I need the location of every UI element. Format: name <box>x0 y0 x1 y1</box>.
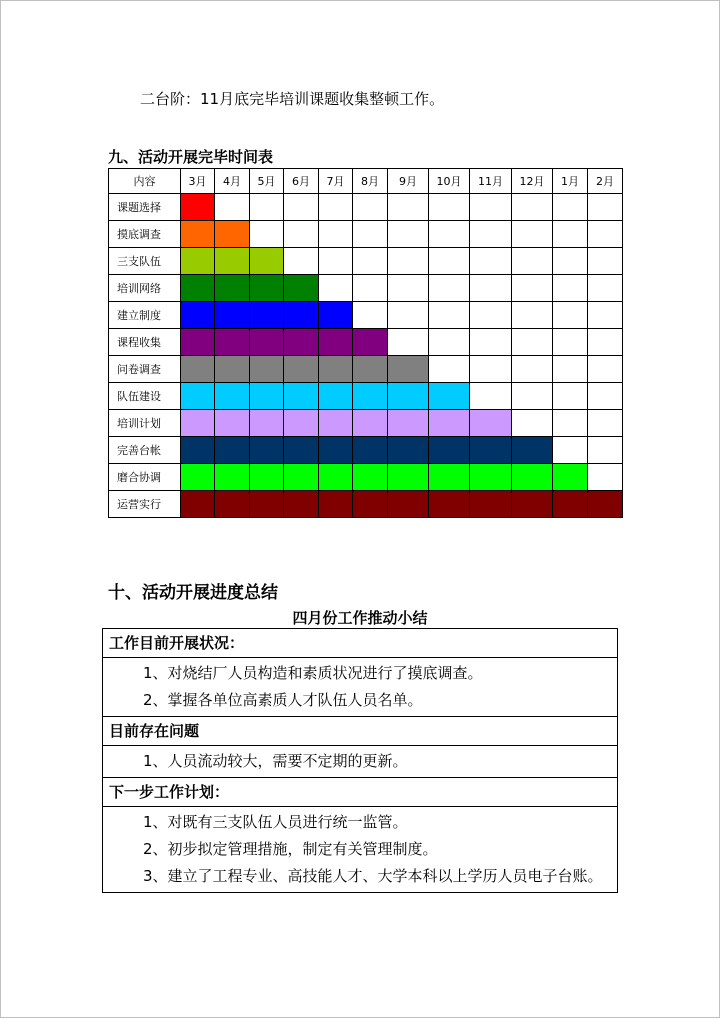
gantt-empty-cell <box>470 275 512 302</box>
gantt-empty-cell <box>512 356 553 383</box>
gantt-bar-cell <box>181 194 215 221</box>
gantt-empty-cell <box>553 248 588 275</box>
gantt-empty-cell <box>553 356 588 383</box>
gantt-bar-cell <box>319 491 353 518</box>
gantt-bar-cell <box>353 437 388 464</box>
gantt-row <box>109 491 623 518</box>
gantt-table <box>108 168 623 518</box>
gantt-empty-cell <box>319 194 353 221</box>
gantt-empty-cell <box>512 329 553 356</box>
gantt-bar-cell <box>284 329 319 356</box>
gantt-row <box>109 221 623 248</box>
gantt-bar-cell <box>470 464 512 491</box>
gantt-empty-cell <box>553 221 588 248</box>
gantt-bar-cell <box>470 437 512 464</box>
gantt-bar-cell <box>250 329 284 356</box>
gantt-bar-cell <box>319 302 353 329</box>
gantt-bar-cell <box>284 410 319 437</box>
gantt-bar-cell <box>215 329 250 356</box>
month-header: 4月 <box>215 169 250 194</box>
gantt-bar-cell <box>353 464 388 491</box>
task-label: 课题选择 <box>109 194 181 221</box>
intro-line: 二台阶：11月底完毕培训课题收集整顿工作。 <box>140 90 445 108</box>
gantt-bar-cell <box>250 302 284 329</box>
gantt-bar-cell <box>388 383 429 410</box>
gantt-bar-cell <box>215 248 250 275</box>
gantt-empty-cell <box>470 194 512 221</box>
status-item: 2、掌握各单位高素质人才队伍人员名单。 <box>143 691 423 709</box>
section9-title: 九、活动开展完毕时间表 <box>108 148 274 166</box>
gantt-empty-cell <box>388 194 429 221</box>
month-header: 12月 <box>512 169 553 194</box>
problems-heading: 目前存在问题 <box>103 717 617 746</box>
gantt-bar-cell <box>215 302 250 329</box>
gantt-bar-cell <box>181 383 215 410</box>
task-label: 磨合协调 <box>109 464 181 491</box>
month-header: 8月 <box>353 169 388 194</box>
gantt-empty-cell <box>353 275 388 302</box>
gantt-empty-cell <box>429 221 470 248</box>
gantt-bar-cell <box>181 302 215 329</box>
task-label: 培训网络 <box>109 275 181 302</box>
gantt-empty-cell <box>353 302 388 329</box>
gantt-corner-label: 内容 <box>109 169 181 194</box>
gantt-empty-cell <box>588 194 623 221</box>
status-body <box>103 658 617 717</box>
gantt-bar-cell <box>250 437 284 464</box>
gantt-empty-cell <box>512 248 553 275</box>
gantt-empty-cell <box>470 248 512 275</box>
gantt-bar-cell <box>388 356 429 383</box>
gantt-bar-cell <box>250 383 284 410</box>
gantt-bar-cell <box>250 248 284 275</box>
gantt-empty-cell <box>388 302 429 329</box>
month-header: 3月 <box>181 169 215 194</box>
gantt-empty-cell <box>588 437 623 464</box>
gantt-empty-cell <box>470 302 512 329</box>
gantt-empty-cell <box>429 194 470 221</box>
task-label: 三支队伍 <box>109 248 181 275</box>
gantt-bar-cell <box>215 383 250 410</box>
gantt-row <box>109 248 623 275</box>
gantt-row <box>109 329 623 356</box>
gantt-bar-cell <box>181 410 215 437</box>
plan-heading: 下一步工作计划： <box>103 778 617 807</box>
gantt-bar-cell <box>181 356 215 383</box>
gantt-empty-cell <box>470 356 512 383</box>
problems-body <box>103 746 617 778</box>
task-label: 队伍建设 <box>109 383 181 410</box>
gantt-bar-cell <box>319 383 353 410</box>
gantt-empty-cell <box>429 302 470 329</box>
gantt-empty-cell <box>284 248 319 275</box>
gantt-empty-cell <box>588 356 623 383</box>
gantt-bar-cell <box>512 464 553 491</box>
gantt-empty-cell <box>353 248 388 275</box>
gantt-bar-cell <box>512 491 553 518</box>
gantt-row <box>109 464 623 491</box>
gantt-empty-cell <box>353 194 388 221</box>
gantt-bar-cell <box>353 491 388 518</box>
gantt-bar-cell <box>429 491 470 518</box>
gantt-empty-cell <box>588 302 623 329</box>
gantt-bar-cell <box>429 383 470 410</box>
month-header: 10月 <box>429 169 470 194</box>
gantt-bar-cell <box>319 464 353 491</box>
gantt-row <box>109 410 623 437</box>
month-header: 5月 <box>250 169 284 194</box>
gantt-bar-cell <box>429 437 470 464</box>
gantt-bar-cell <box>388 410 429 437</box>
gantt-bar-cell <box>250 410 284 437</box>
summary-title: 四月份工作推动小结 <box>292 609 428 627</box>
month-header: 7月 <box>319 169 353 194</box>
gantt-bar-cell <box>250 356 284 383</box>
gantt-bar-cell <box>284 302 319 329</box>
gantt-bar-cell <box>215 275 250 302</box>
gantt-bar-cell <box>553 491 588 518</box>
gantt-empty-cell <box>284 194 319 221</box>
gantt-empty-cell <box>588 248 623 275</box>
gantt-bar-cell <box>470 410 512 437</box>
summary-box <box>102 628 618 893</box>
gantt-empty-cell <box>388 248 429 275</box>
gantt-bar-cell <box>215 437 250 464</box>
task-label: 问卷调查 <box>109 356 181 383</box>
gantt-empty-cell <box>512 302 553 329</box>
gantt-bar-cell <box>353 329 388 356</box>
gantt-bar-cell <box>215 464 250 491</box>
task-label: 建立制度 <box>109 302 181 329</box>
gantt-empty-cell <box>353 221 388 248</box>
section10-title: 十、活动开展进度总结 <box>108 583 278 603</box>
gantt-bar-cell <box>250 491 284 518</box>
month-header: 1月 <box>553 169 588 194</box>
month-header: 11月 <box>470 169 512 194</box>
gantt-empty-cell <box>512 410 553 437</box>
gantt-empty-cell <box>470 329 512 356</box>
plan-item: 1、对既有三支队伍人员进行统一监管。 <box>143 813 408 831</box>
gantt-empty-cell <box>512 221 553 248</box>
gantt-empty-cell <box>215 194 250 221</box>
problem-item: 1、人员流动较大，需要不定期的更新。 <box>143 752 408 770</box>
gantt-empty-cell <box>553 410 588 437</box>
month-header: 9月 <box>388 169 429 194</box>
gantt-empty-cell <box>319 275 353 302</box>
gantt-empty-cell <box>588 410 623 437</box>
gantt-bar-cell <box>215 356 250 383</box>
gantt-empty-cell <box>470 221 512 248</box>
gantt-empty-cell <box>553 302 588 329</box>
gantt-bar-cell <box>429 464 470 491</box>
gantt-bar-cell <box>353 356 388 383</box>
plan-item: 2、初步拟定管理措施，制定有关管理制度。 <box>143 840 438 858</box>
gantt-empty-cell <box>429 248 470 275</box>
gantt-empty-cell <box>429 329 470 356</box>
gantt-bar-cell <box>181 248 215 275</box>
gantt-empty-cell <box>588 329 623 356</box>
month-header: 6月 <box>284 169 319 194</box>
task-label: 课程收集 <box>109 329 181 356</box>
gantt-bar-cell <box>284 383 319 410</box>
gantt-empty-cell <box>388 221 429 248</box>
task-label: 摸底调查 <box>109 221 181 248</box>
gantt-empty-cell <box>553 329 588 356</box>
gantt-empty-cell <box>553 194 588 221</box>
gantt-bar-cell <box>353 410 388 437</box>
gantt-empty-cell <box>588 221 623 248</box>
gantt-empty-cell <box>250 221 284 248</box>
gantt-empty-cell <box>512 383 553 410</box>
gantt-empty-cell <box>588 275 623 302</box>
gantt-row <box>109 302 623 329</box>
gantt-empty-cell <box>319 248 353 275</box>
status-item: 1、对烧结厂人员构造和素质状况进行了摸底调查。 <box>143 664 483 682</box>
gantt-bar-cell <box>319 437 353 464</box>
month-header: 2月 <box>588 169 623 194</box>
gantt-empty-cell <box>588 464 623 491</box>
gantt-bar-cell <box>319 410 353 437</box>
gantt-empty-cell <box>319 221 353 248</box>
gantt-row <box>109 437 623 464</box>
plan-body <box>103 807 617 892</box>
gantt-bar-cell <box>181 491 215 518</box>
gantt-empty-cell <box>512 275 553 302</box>
gantt-empty-cell <box>588 383 623 410</box>
plan-item: 3、建立了工程专业、高技能人才、大学本科以上学历人员电子台账。 <box>143 867 603 885</box>
gantt-row <box>109 383 623 410</box>
gantt-bar-cell <box>284 491 319 518</box>
gantt-bar-cell <box>181 464 215 491</box>
gantt-bar-cell <box>284 356 319 383</box>
gantt-row <box>109 275 623 302</box>
gantt-bar-cell <box>181 275 215 302</box>
status-heading: 工作目前开展状况： <box>103 629 617 658</box>
gantt-bar-cell <box>353 383 388 410</box>
gantt-empty-cell <box>470 383 512 410</box>
gantt-empty-cell <box>512 194 553 221</box>
gantt-bar-cell <box>215 410 250 437</box>
gantt-empty-cell <box>553 275 588 302</box>
gantt-bar-cell <box>319 356 353 383</box>
gantt-empty-cell <box>553 383 588 410</box>
gantt-empty-cell <box>250 194 284 221</box>
gantt-row <box>109 194 623 221</box>
gantt-bar-cell <box>388 437 429 464</box>
gantt-bar-cell <box>512 437 553 464</box>
gantt-bar-cell <box>319 329 353 356</box>
task-label: 完善台帐 <box>109 437 181 464</box>
gantt-bar-cell <box>284 464 319 491</box>
gantt-bar-cell <box>470 491 512 518</box>
gantt-bar-cell <box>181 221 215 248</box>
task-label: 运营实行 <box>109 491 181 518</box>
gantt-empty-cell <box>388 275 429 302</box>
gantt-bar-cell <box>250 275 284 302</box>
gantt-bar-cell <box>215 491 250 518</box>
gantt-bar-cell <box>388 464 429 491</box>
gantt-bar-cell <box>250 464 284 491</box>
gantt-bar-cell <box>388 491 429 518</box>
gantt-bar-cell <box>181 437 215 464</box>
gantt-empty-cell <box>553 437 588 464</box>
gantt-bar-cell <box>588 491 623 518</box>
gantt-empty-cell <box>388 329 429 356</box>
gantt-bar-cell <box>215 221 250 248</box>
gantt-bar-cell <box>284 275 319 302</box>
task-label: 培训计划 <box>109 410 181 437</box>
gantt-bar-cell <box>181 329 215 356</box>
gantt-empty-cell <box>284 221 319 248</box>
gantt-empty-cell <box>429 275 470 302</box>
gantt-row <box>109 356 623 383</box>
gantt-bar-cell <box>429 410 470 437</box>
gantt-bar-cell <box>284 437 319 464</box>
gantt-bar-cell <box>553 464 588 491</box>
gantt-empty-cell <box>429 356 470 383</box>
